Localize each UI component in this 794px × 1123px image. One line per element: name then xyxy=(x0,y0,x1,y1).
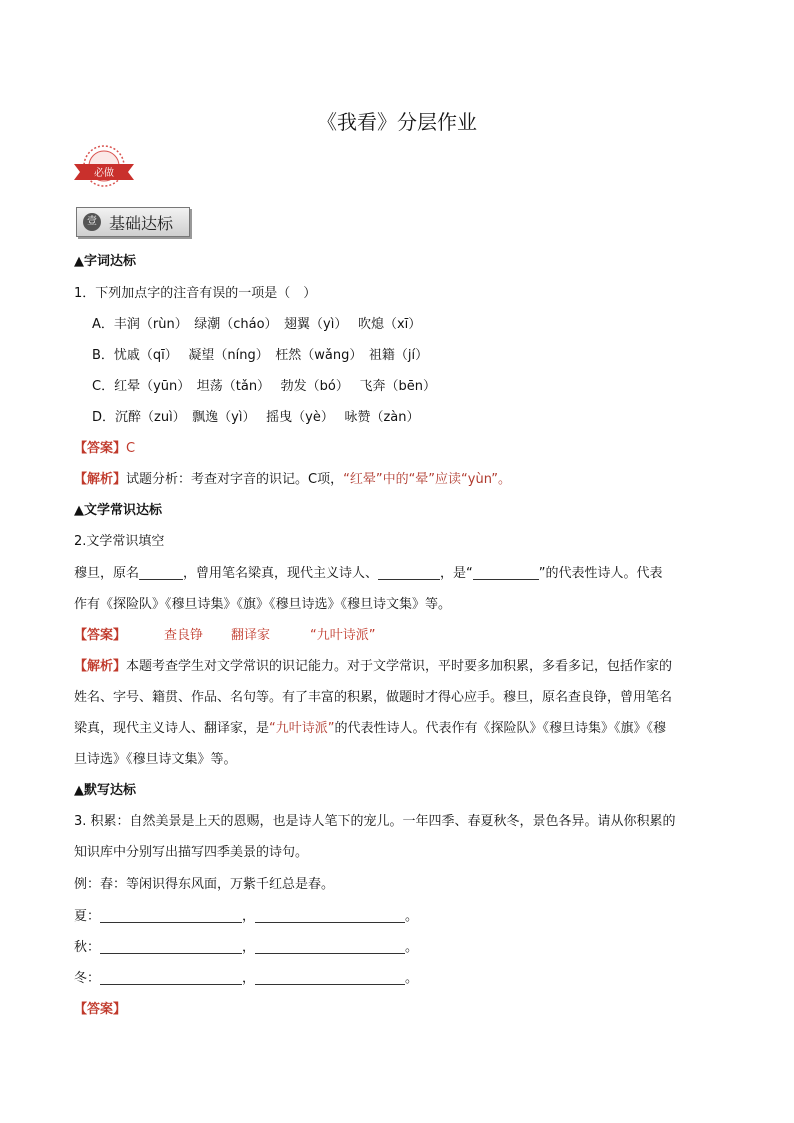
must-do-badge-icon xyxy=(72,142,136,194)
winter-blank-2[interactable] xyxy=(255,971,405,985)
q1-option-c: C．红晕（yūn） 坦荡（tǎn） 勃发（bó） 飞奔（bēn） xyxy=(92,379,437,394)
heading-dictation: ▲默写达标 xyxy=(74,783,136,798)
q2-stem: 2.文学常识填空 xyxy=(74,534,165,549)
q3-winter: 冬： ， 。 xyxy=(74,971,419,986)
winter-blank-1[interactable] xyxy=(100,971,242,985)
autumn-blank-1[interactable] xyxy=(100,940,242,954)
q2-line-1: 穆旦，原名 ，曾用笔名梁真，现代主义诗人、 ，是“ ”的代表性诗人。代表 xyxy=(74,566,663,581)
q2-answer: 【答案】 查良铮 翻译家 “九叶诗派” xyxy=(74,628,376,643)
analysis-text: 试题分析：考查对字音的识记。C项， xyxy=(126,472,344,487)
q2-line-2: 作有《探险队》《穆旦诗集》《旗》《穆旦诗选》《穆旦诗文集》等。 xyxy=(74,597,452,612)
section-number: 壹 xyxy=(83,213,101,231)
q3-line-1: 3. 积累：自然美景是上天的恩赐，也是诗人笔下的宠儿。一年四季、春夏秋冬，景色各异。请从你积累的 xyxy=(74,814,676,829)
q2-analysis-3: 梁真，现代主义诗人、翻译家，是“九叶诗派”的代表性诗人。代表作有《探险队》《穆旦诗集》《旗》《穆 xyxy=(74,721,667,736)
analysis-highlight: “红晕”中的“晕”应读“yùn”。 xyxy=(343,472,511,487)
autumn-blank-2[interactable] xyxy=(255,940,405,954)
answer-2: 翻译家 xyxy=(231,628,271,643)
analysis-label: 【解析】 xyxy=(74,472,127,487)
page-title: 《我看》分层作业 xyxy=(317,110,477,134)
q3-answer-label: 【答案】 xyxy=(74,1002,127,1017)
answer-3: “九叶诗派” xyxy=(310,628,376,643)
q1-stem: 1．下列加点字的注音有误的一项是（ ） xyxy=(74,286,317,301)
summer-blank-1[interactable] xyxy=(100,909,242,923)
q3-summer: 夏： ， 。 xyxy=(74,909,419,924)
q1-option-b: B．忧戚（qī） 凝望（níng） 枉然（wǎng） 祖籍（jí） xyxy=(92,348,429,363)
q3-example: 例：春：等闲识得东风面，万紫千红总是春。 xyxy=(74,877,335,892)
heading-literature: ▲文学常识达标 xyxy=(74,503,162,518)
answer-label: 【答案】 xyxy=(74,441,127,456)
summer-blank-2[interactable] xyxy=(255,909,405,923)
q1-option-d: D．沉醉（zuì） 飘逸（yì） 摇曳（yè） 咏赞（zàn） xyxy=(92,410,420,425)
q1-answer xyxy=(74,437,135,456)
q1-option-a: A．丰润（rùn） 绿潮（cháo） 翅翼（yì） 吹熄（xī） xyxy=(92,317,422,332)
q3-line-2: 知识库中分别写出描写四季美景的诗句。 xyxy=(74,845,309,860)
section-title: 基础达标 xyxy=(109,213,174,233)
answer-value: C xyxy=(126,441,136,456)
blank-1[interactable] xyxy=(139,566,183,580)
q2-analysis-1: 【解析】本题考查学生对文学常识的识记能力。对于文学常识，平时要多加积累，多看多记，包括作家的 xyxy=(74,659,673,674)
answer-1: 查良铮 xyxy=(164,628,204,643)
blank-3[interactable] xyxy=(473,566,539,580)
q2-analysis-4: 旦诗选》《穆旦诗文集》等。 xyxy=(74,752,237,767)
heading-vocab: ▲字词达标 xyxy=(74,254,136,269)
badge-label: 必做 xyxy=(94,168,114,179)
q2-analysis-2: 姓名、字号、籍贯、作品、名句等。有了丰富的积累，做题时才得心应手。穆旦，原名查良铮，曾用笔名 xyxy=(74,690,673,705)
q3-autumn: 秋： ， 。 xyxy=(74,940,419,955)
q1-analysis xyxy=(74,468,511,487)
section-header xyxy=(76,207,190,237)
blank-2[interactable] xyxy=(378,566,440,580)
